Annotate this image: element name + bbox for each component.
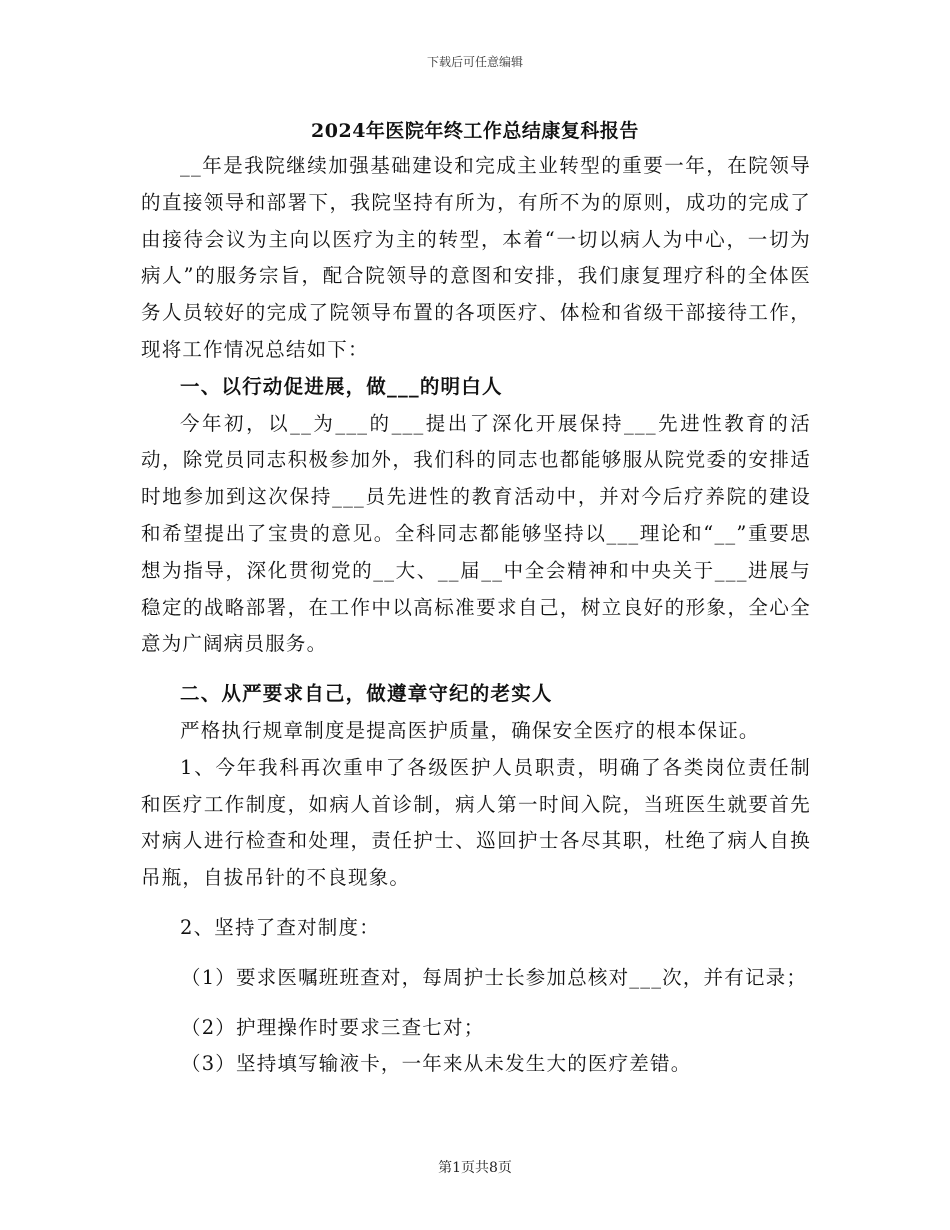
header-note: 下载后可任意编辑: [426, 55, 523, 69]
paragraph-1: 今年初，以__为___的___提出了深化开展保持___先进性教育的活动，除党员同志积极参加外，我们科的同志也都能够服从院党委的安排适时地参加到这次保持___员先进性的教育活动中，并对今后疗养院的建设和希望提出了宝贵的意见。全科同志都能够坚持以___理论和“__”重要思想为指导，深化贯彻党的__大、__届__中全会精神和中央关于___进展与稳定的战略部署，在工作中以高标准要求自己，树立良好的形象，全心全意为广阔病员服务。: [141, 411, 811, 656]
list-item-1: （1）要求医嘱班班查对，每周护士长参加总核对___次，并有记录；: [181, 965, 808, 989]
list-item-3: （3）坚持填写输液卡，一年来从未发生大的医疗差错。: [181, 1052, 692, 1076]
section-heading-2: 二、从严要求自己，做遵章守纪的老实人: [180, 682, 553, 706]
intro-paragraph: __年是我院继续加强基础建设和完成主业转型的重要一年，在院领导的直接领导和部署下，我院坚持有所为，有所不为的原则，成功的完成了由接待会议为主向以医疗为主的转型，本着“一切以病人为中心，一切为病人”的服务宗旨，配合院领导的意图和安排，我们康复理疗科的全体医务人员较好的完成了院领导布置的各项医疗、体检和省级干部接待工作，现将工作情况总结如下：: [141, 154, 811, 361]
list-item-2: （2）护理操作时要求三查七对；: [181, 1015, 485, 1039]
document-title: 2024年医院年终工作总结康复科报告: [311, 120, 639, 142]
paragraph-2: 严格执行规章制度是提高医护质量，确保安全医疗的根本保证。: [180, 718, 760, 742]
page-number: 第1页共8页: [438, 1160, 512, 1176]
paragraph-3: 1、今年我科再次重申了各级医护人员职责，明确了各类岗位责任制和医疗工作制度，如病人首诊制，病人第一时间入院，当班医生就要首先对病人进行检查和处理，责任护士、巡回护士各尽其职，杜绝了病人自换吊瓶，自拔吊针的不良现象。: [141, 755, 811, 890]
section-heading-1: 一、以行动促进展，做___的明白人: [180, 374, 503, 398]
document-body: [141, 148, 811, 1083]
paragraph-4: 2、坚持了查对制度：: [180, 915, 380, 939]
